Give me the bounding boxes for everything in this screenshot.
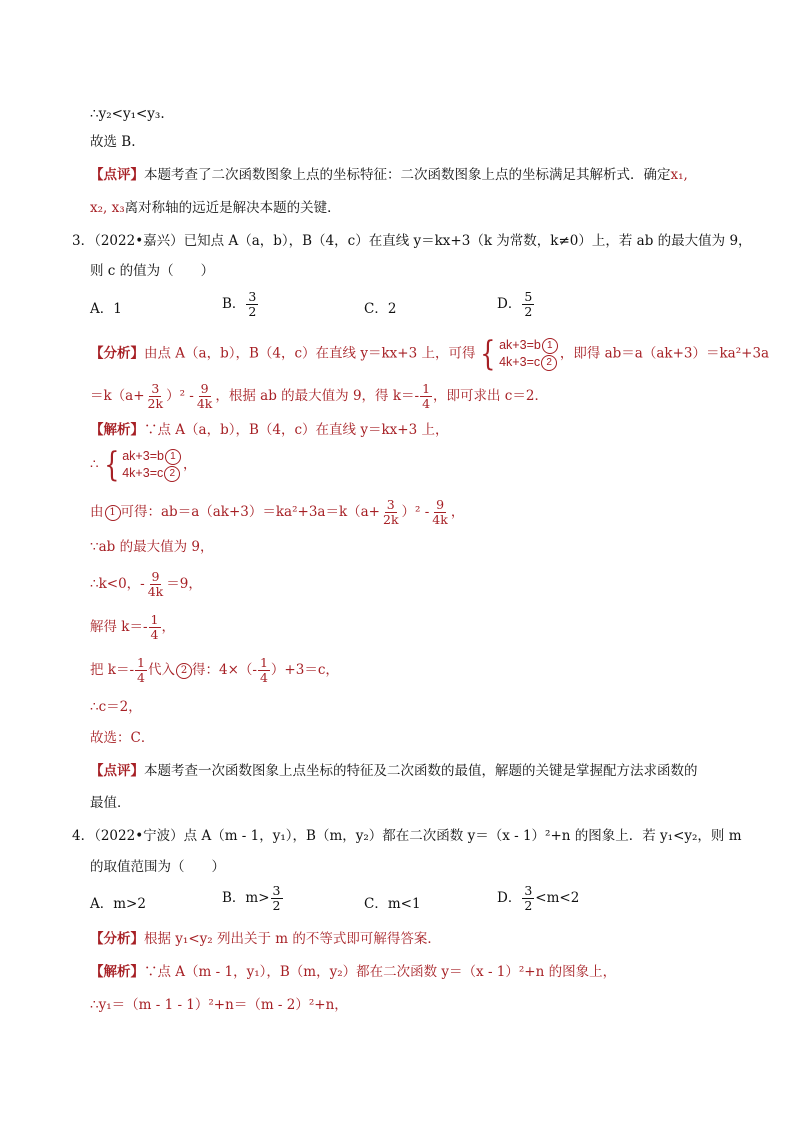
solution-tag: 【解析】 bbox=[90, 422, 144, 438]
fraction bbox=[522, 884, 534, 913]
q3-derivation bbox=[90, 498, 464, 527]
denominator: 4k bbox=[432, 512, 448, 527]
q4-solution-line-1 bbox=[90, 963, 616, 981]
option-label: B． bbox=[222, 296, 246, 312]
denominator: 4 bbox=[137, 670, 145, 685]
equation-system: { ak+3=b 1 4k+3=c 2 bbox=[477, 337, 557, 371]
circled-1: 1 bbox=[105, 505, 121, 521]
analysis-text: 由点 A（a，b），B（4，c）在直线 y＝kx+3 上，可得 bbox=[144, 345, 476, 362]
numerator: 9 bbox=[436, 497, 445, 512]
denominator: 4 bbox=[259, 670, 268, 685]
numerator: 1 bbox=[150, 612, 159, 627]
text: ， bbox=[161, 619, 175, 635]
q3-option-c: C．2 bbox=[364, 301, 397, 317]
numerator: 9 bbox=[200, 381, 209, 396]
q4-analysis bbox=[90, 930, 441, 948]
q3-solve-k bbox=[90, 613, 175, 642]
prev-conclusion: ∴y₂<y₁<y₃. bbox=[90, 106, 165, 122]
denominator: 2 bbox=[248, 304, 257, 319]
numerator: 1 bbox=[137, 655, 145, 670]
denominator: 4 bbox=[150, 627, 159, 642]
comment-text: 本题考查一次函数图象上点坐标的特征及二次函数的最值，解题的关键是掌握配方法求函数的 bbox=[144, 763, 698, 779]
equation-2: 4k+3=c bbox=[499, 355, 541, 369]
q3-analysis-line-1 bbox=[90, 334, 770, 374]
equation-1: ak+3=b bbox=[499, 338, 541, 352]
fraction bbox=[430, 498, 450, 527]
prev-comment-line-1 bbox=[90, 166, 688, 184]
denominator: 4 bbox=[422, 396, 431, 411]
circled-2: 2 bbox=[164, 466, 180, 482]
q4-solution-line-2: ∴y₁＝（m - 1 - 1）²+n＝（m - 2）²+n， bbox=[90, 997, 348, 1013]
fraction bbox=[195, 382, 215, 411]
q3-max-line: ∵ab 的最大值为 9， bbox=[90, 539, 214, 555]
q3-choose bbox=[90, 729, 154, 747]
circled-2: 2 bbox=[176, 663, 192, 679]
numerator: 1 bbox=[422, 381, 431, 396]
prev-comment-line-2 bbox=[90, 199, 341, 217]
comment-tag: 【点评】 bbox=[90, 763, 144, 779]
numerator: 3 bbox=[386, 497, 395, 512]
circled-2: 2 bbox=[541, 355, 557, 371]
text: 由 bbox=[90, 504, 104, 520]
fraction bbox=[246, 290, 258, 319]
option-label: D． bbox=[497, 296, 522, 312]
q3-option-d bbox=[497, 290, 535, 319]
analysis-text: 根据 y₁<y₂ 列出关于 m 的不等式即可解得答案． bbox=[144, 931, 441, 947]
text: ， bbox=[182, 456, 197, 473]
comment-text: 离对称轴的远近是解决本题的关键． bbox=[124, 200, 341, 216]
fraction bbox=[522, 290, 534, 319]
fraction bbox=[135, 656, 147, 685]
equation-1: ak+3=b bbox=[122, 449, 164, 463]
text: ）² - bbox=[166, 388, 194, 404]
comment-vars: x₂, x₃ bbox=[90, 200, 125, 216]
solution-text: ∵点 A（a，b），B（4，c）在直线 y＝kx+3 上， bbox=[144, 422, 449, 438]
prev-answer: 故选 B. bbox=[90, 134, 136, 150]
q4-stem-line-1: 4．（2022•宁波）点 A（m - 1，y₁），B（m，y₂）都在二次函数 y＝（x - 1）²+n 的图象上．若 y₁<y₂，则 m bbox=[72, 828, 742, 844]
text: 代入 bbox=[148, 662, 175, 678]
q3-system bbox=[90, 445, 197, 485]
text: ，根据 ab 的最大值为 9，得 k＝- bbox=[215, 388, 420, 404]
analysis-tag: 【分析】 bbox=[90, 345, 144, 362]
solution-text: ∵点 A（m - 1，y₁），B（m，y₂）都在二次函数 y＝（x - 1）²+n 的图象上， bbox=[144, 964, 617, 980]
numerator: 5 bbox=[524, 289, 533, 304]
text: ∴k<0，- bbox=[90, 576, 145, 592]
circled-1: 1 bbox=[542, 338, 558, 354]
comment-text: 本题考查了二次函数图象上点的坐标特征：二次函数图象上点的坐标满足其解析式．确定 bbox=[144, 167, 671, 183]
equation-system: { ak+3=b 1 4k+3=c 2 bbox=[101, 448, 181, 482]
q4-option-b bbox=[222, 884, 284, 913]
q4-option-d bbox=[497, 884, 579, 913]
text: ， bbox=[450, 504, 465, 520]
denominator: 4k bbox=[147, 584, 164, 599]
text: 可得：ab＝a（ak+3）＝ka²+3a＝k（a+ bbox=[120, 504, 380, 520]
q3-stem-line-1: 3．（2022•嘉兴）已知点 A（a，b），B（4，c）在直线 y＝kx+3（k 为常数，k≠0）上，若 ab 的最大值为 9， bbox=[72, 233, 752, 249]
q3-option-b bbox=[222, 290, 259, 319]
denominator: 2k bbox=[147, 396, 164, 411]
q3-c-value: ∴c＝2， bbox=[90, 699, 142, 715]
numerator: 9 bbox=[151, 569, 160, 584]
denominator: 2 bbox=[524, 898, 533, 913]
option-tail: <m<2 bbox=[535, 890, 580, 906]
comment-var: x₁, bbox=[670, 167, 688, 183]
analysis-tag: 【分析】 bbox=[90, 931, 144, 947]
fraction bbox=[258, 656, 270, 685]
fraction bbox=[146, 382, 166, 411]
q3-comment-line-1 bbox=[90, 762, 698, 780]
text: ＝k（a+ bbox=[90, 388, 145, 404]
numerator: 1 bbox=[259, 655, 268, 670]
text: ，即可求出 c＝2． bbox=[433, 388, 548, 404]
text: ）+3＝c， bbox=[270, 662, 339, 678]
therefore-symbol: ∴ bbox=[90, 456, 99, 473]
equation-2: 4k+3=c bbox=[122, 466, 164, 480]
q3-substitute bbox=[90, 656, 339, 685]
text: ＝9， bbox=[166, 576, 202, 592]
q3-analysis-line-2 bbox=[90, 382, 548, 411]
q3-k-negative bbox=[90, 570, 202, 599]
fraction bbox=[146, 570, 166, 599]
choose-text: 故选：C． bbox=[90, 730, 155, 746]
fraction bbox=[271, 884, 283, 913]
fraction bbox=[149, 613, 161, 642]
q3-comment-line-2: 最值． bbox=[90, 795, 131, 811]
analysis-text: ，即得 ab＝a（ak+3）＝ka²+3a bbox=[559, 345, 770, 362]
denominator: 2k bbox=[383, 512, 399, 527]
q3-solution-line-1 bbox=[90, 421, 448, 439]
text: ）² - bbox=[401, 504, 430, 520]
numerator: 3 bbox=[151, 381, 160, 396]
q3-stem-line-2: 则 c 的值为（ ） bbox=[90, 263, 215, 279]
q3-option-a: A．1 bbox=[90, 301, 122, 317]
circled-1: 1 bbox=[165, 449, 181, 465]
fraction bbox=[420, 382, 432, 411]
denominator: 4k bbox=[196, 396, 213, 411]
text: 解得 k＝- bbox=[90, 619, 148, 635]
numerator: 3 bbox=[272, 883, 281, 898]
denominator: 2 bbox=[272, 898, 281, 913]
option-label: B．m> bbox=[222, 890, 270, 906]
option-label: D． bbox=[497, 890, 522, 906]
solution-tag: 【解析】 bbox=[90, 964, 144, 980]
text: 得：4×（- bbox=[192, 662, 257, 678]
text: 把 k＝- bbox=[90, 662, 135, 678]
numerator: 3 bbox=[524, 883, 533, 898]
q4-stem-line-2: 的取值范围为（ ） bbox=[90, 859, 225, 875]
fraction bbox=[381, 498, 401, 527]
q4-option-c: C．m<1 bbox=[364, 896, 421, 912]
denominator: 2 bbox=[524, 304, 533, 319]
q4-option-a: A．m>2 bbox=[90, 896, 146, 912]
comment-tag: 【点评】 bbox=[90, 167, 144, 183]
numerator: 3 bbox=[248, 289, 257, 304]
